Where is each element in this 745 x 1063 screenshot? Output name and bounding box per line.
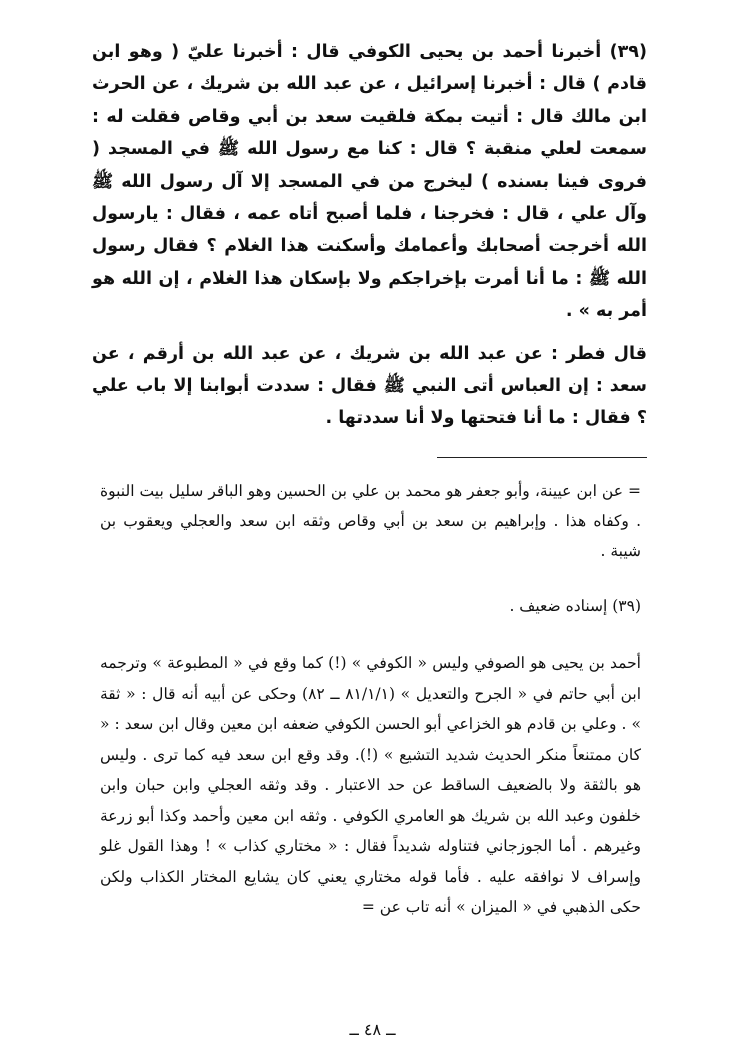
qatr-narration-paragraph: قال فطر : عن عبد الله بن شريك ، عن عبد الله بن أرقم ، عن سعد : إن العباس أتى النبي ﷺ فقال : سددت أبوابنا إلا باب علي ؟ فقال : ما أنا فتحتها ولا أنا سددتها .: [92, 343, 647, 429]
page-number: ــ ٤٨ ــ: [349, 1020, 396, 1039]
footnote-commentary: [100, 648, 641, 923]
footnote-continuation-text: = عن ابن عيينة، وأبو جعفر هو محمد بن علي بن الحسين وهو الباقر سليل بيت النبوة . وكفاه هذا . وإبراهيم بن سعد بن أبي وقاص وثقه ابن سعد والعجلي ويعقوب بن شيبة .: [100, 482, 641, 560]
footnote-grading-text: (٣٩) إسناده ضعيف .: [509, 597, 641, 615]
footnote-separator: [437, 457, 647, 458]
footnote-commentary-text: أحمد بن يحيى هو الصوفي وليس « الكوفي » (!) كما وقع في « المطبوعة » وترجمه ابن أبي حاتم في « الجرح والتعديل » (٨١/١/١ ــ ٨٢) وحكى عن أبيه أنه قال : « ثقة » . وعلي بن قادم هو الخزاعي أبو الحسن الكوفي ضعفه ابن معين وقال ابن سعد : « كان ممتنعاً منكر الحديث شديد التشيع » (!). وقد وقع ابن سعد فيه كما ترى . وليس هو بالثقة ولا بالضعيف الساقط عن حد الاعتبار . وقد وثقه العجلي وابن حبان وابن خلفون وعبد الله بن شريك هو العامري الكوفي . وثقه ابن معين وأحمد وكذا أبو زرعة وغيرهم . أما الجوزجاني فتناوله شديداً فقال : « مختاري كذاب » ! وهذا القول غلو وإسراف لا نوافقه عليه . فأما قوله مختاري يعني كان يشايع المختار الكذاب ولكن حكى الذهبي في « الميزان » أنه تاب عن =: [100, 654, 641, 916]
footnote-continuation: [100, 476, 641, 566]
footnote-grading: [100, 591, 641, 621]
hadith-39-paragraph: (٣٩) أخبرنا أحمد بن يحيى الكوفي قال : أخبرنا عليّ ( وهو ابن قادم ) قال : أخبرنا إسرائيل ، عن عبد الله بن شريك ، عن الحرث ابن مالك قال : أتيت بمكة فلقيت سعد بن أبي وقاص فقلت له : سمعت لعلي منقبة ؟ قال : كنا مع رسول الله ﷺ في المسجد ( فروى فينا بسنده ) ليخرج من في المسجد إلا آل رسول الله ﷺ وآل علي ، قال : فخرجنا ، فلما أصبح أتاه عمه ، فقال : يارسول الله أخرجت أصحابك وأعمامك وأسكنت هذا الغلام ؟ فقال رسول الله ﷺ : ما أنا أمرت بإخراجكم ولا بإسكان هذا الغلام ، إن الله هو أمر به » .: [92, 42, 647, 322]
main-text-block: [92, 36, 647, 435]
